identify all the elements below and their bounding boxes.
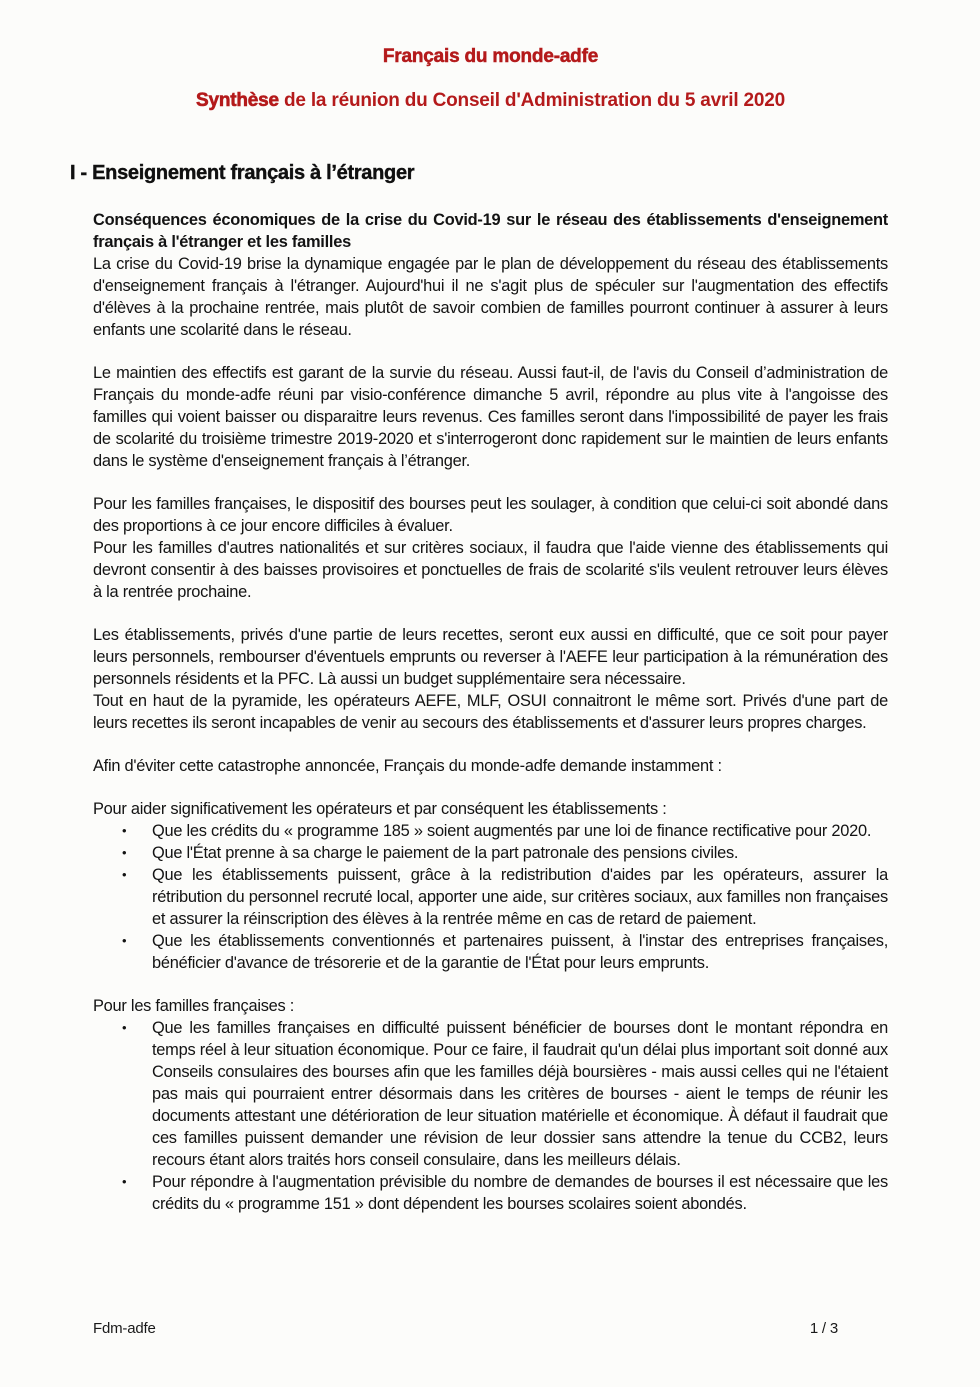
- list-item-text: Que les établissements conventionnés et partenaires puissent, à l'instar des entreprises françaises, bénéficier d'avance de trésorerie et de la garantie de l'État pour leurs emprunts.: [152, 932, 888, 972]
- list-familles: [93, 1017, 888, 1215]
- list-item-text: Que les familles françaises en difficulté puissent bénéficier de bourses dont le montant répondra en temps réel à leur situation économique. Pour ce faire, il faudrait qu'un délai plus important soit donné aux Conseils consulaires des bourses afin que les familles déjà boursières - mais aussi celles qui ne l'étaient pas mais qui pourraient entrer désormais dans les critères de bourses - aient le temps de réunir les documents attestant une détérioration de leur situation matérielle et économique. À défaut il faudrait que ces familles puissent demander une révision de leur dossier sans attendre la tenue du CCB2, leurs recours étant alors traités hors conseil consulaire, dans les meilleurs délais.: [152, 1019, 888, 1169]
- list-group-operateurs: [93, 798, 888, 974]
- list-group-familles: [93, 995, 888, 1215]
- list-item: [93, 820, 888, 842]
- list-operateurs: [93, 820, 888, 974]
- list-item-text: Que les établissements puissent, grâce à la redistribution d'aides par les opérateurs, assurer la rétribution du personnel recruté local, apporter une aide, sur critères sociaux, aux familles non françaises et assurer la réinscription des élèves à la rentrée même en cas de retard de paiement.: [152, 866, 888, 928]
- paragraph-consequences-title: Conséquences économiques de la crise du Covid-19 sur le réseau des établissements d'enseignement français à l'étranger et les familles: [93, 211, 888, 251]
- document-body: [93, 209, 888, 1215]
- bullet-marker: •: [122, 867, 127, 882]
- list-item: [93, 842, 888, 864]
- paragraph-pyramide: Tout en haut de la pyramide, les opérateurs AEFE, MLF, OSUI connaitront le même sort. Privés d'une part de leurs recettes ils seront incapables de venir au secours des établissements et d'assurer leurs propres charges.: [93, 692, 888, 732]
- page-footer: [93, 1320, 838, 1337]
- paragraph-group-consequences: [93, 209, 888, 341]
- bullet-marker: •: [122, 933, 127, 948]
- footer-doc-name: Fdm-adfe: [93, 1320, 156, 1337]
- list-item: [93, 1171, 888, 1215]
- list-item-text: Que les crédits du « programme 185 » soient augmentés par une loi de finance rectificative pour 2020.: [152, 822, 872, 840]
- paragraph-bourses: Pour les familles françaises, le dispositif des bourses peut les soulager, à condition que celui-ci soit abondé dans des proportions à ce jour encore difficiles à évaluer.: [93, 495, 888, 535]
- paragraph-crise: La crise du Covid-19 brise la dynamique engagée par le plan de développement du réseau des établissements d'enseignement français à l'étranger. Aujourd'hui il ne s'agit plus de spéculer sur l'augmentation des effectifs d'élèves à la prochaine rentrée, mais plutôt de savoir combien de familles pourront continuer à assurer à leurs enfants une scolarité dans le réseau.: [93, 255, 888, 339]
- paragraph-autres-nationalites: Pour les familles d'autres nationalités et sur critères sociaux, il faudra que l'aide vienne des établissements qui devront consentir à des baisses provisoires et ponctuelles de frais de scolarité s'ils veulent retrouver leurs élèves à la rentrée prochaine.: [93, 539, 888, 601]
- paragraph-maintien: Le maintien des effectifs est garant de la survie du réseau. Aussi faut-il, de l'avis du Conseil d’administration de Français du monde-adfe réuni par visio-conférence dimanche 5 avril, répondre au plus vite à l'angoisse des familles qui voient baisser ou disparaitre leurs revenus. Ces familles seront dans l'impossibilité de payer les frais de scolarité du troisième trimestre 2019-2020 et s'interrogeront donc rapidement sur le maintien de leurs enfants dans le système d'enseignement français à l’étranger.: [93, 364, 888, 470]
- doc-title: Français du monde-adfe: [382, 46, 599, 67]
- doc-subtitle: [93, 90, 888, 112]
- list-item: [93, 864, 888, 930]
- bullet-marker: •: [122, 1174, 127, 1189]
- list-item-text: Que l'État prenne à sa charge le paiement de la part patronale des pensions civiles.: [152, 844, 739, 862]
- paragraph-group-maintien: [93, 362, 888, 472]
- bullet-marker: •: [122, 823, 127, 838]
- bullet-marker: •: [122, 1020, 127, 1035]
- footer-page-number: 1 / 3: [809, 1320, 838, 1337]
- bullet-marker: •: [122, 845, 127, 860]
- paragraph-group-etablissements: [93, 624, 888, 734]
- paragraph-catastrophe: Afin d'éviter cette catastrophe annoncée, Français du monde-adfe demande instamment :: [93, 757, 722, 775]
- list-item: [93, 1017, 888, 1171]
- doc-subtitle-rest: de la réunion du Conseil d'Administration du 5 avril 2020: [278, 90, 785, 111]
- doc-subtitle-lead: Synthèse: [196, 90, 279, 111]
- list-item-text: Pour répondre à l'augmentation prévisible du nombre de demandes de bourses il est nécessaire que les crédits du « programme 151 » dont dépendent les bourses scolaires soient abondés.: [152, 1173, 888, 1213]
- paragraph-group-familles: [93, 493, 888, 603]
- list-item: [93, 930, 888, 974]
- section-heading: I - Enseignement français à l’étranger: [70, 162, 415, 184]
- paragraph-etablissements: Les établissements, privés d'une partie de leurs recettes, seront eux aussi en difficulté, que ce soit pour payer leurs personnels, rembourser d'éventuels emprunts ou reverser à l'AEFE leur participation à la rémunération des personnels résidents et la PFC. Là aussi un budget supplémentaire sera nécessaire.: [93, 626, 888, 688]
- paragraph-group-catastrophe: [93, 755, 888, 777]
- list-familles-intro: Pour les familles françaises :: [93, 997, 295, 1015]
- list-operateurs-intro: Pour aider significativement les opérateurs et par conséquent les établissements :: [93, 800, 667, 818]
